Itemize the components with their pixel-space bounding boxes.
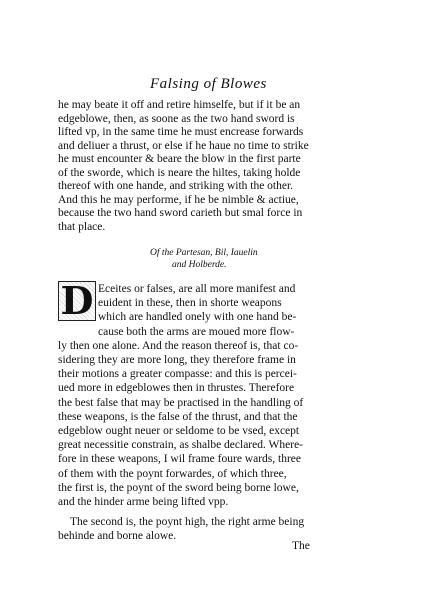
text-line: the best false that may be practised in the handling of [58,396,304,409]
text-line: and deliuer a thrust, or else if he haue no time to strike [58,139,309,152]
text-line: the first is, the poynt of the sword being borne lowe, [58,481,299,494]
paragraph-1 [58,99,320,234]
text-line: their motions a greater compasse: and this is percei- [58,368,297,381]
text-line: that place. [58,220,106,233]
text-line: edgeblow ought neuer or seldome to be vsed, except [58,425,300,438]
paragraph-2 [58,278,322,509]
catchword: The [292,540,310,552]
text-line: ued more in edgeblowes then in thrustes. Therefore [58,382,295,395]
text-line: because the two hand sword carieth but smal force in [58,207,303,219]
text-line: behinde and borne alowe. [58,530,177,542]
text-line: lifted vp, in the same time he must encrease forwards [58,126,304,138]
text-line: he must encounter & beare the blow in the first parte [58,153,301,165]
text-line: he may beate it off and retire himselfe, but if it be an [58,99,301,111]
section-title-line: and Holberde. [172,259,227,270]
dropcap-letter: D [60,278,94,323]
text-line: The second is, the poynt high, the right arme being [70,516,305,528]
text-line: sidering they are more long, they therefore frame in [58,354,296,367]
paragraph-3 [58,515,310,543]
text-line: these weapons, is the false of the thrust, and that the [58,410,298,423]
text-line: of them with the poynt forwardes, of which three, [58,467,287,480]
text-line: and the hinder arme being lifted vpp. [58,496,229,509]
section-title-line: Of the Partesan, Bil, Iauelin [150,248,258,258]
text-line: And this he may performe, if he be nimble & actiue, [58,193,299,206]
running-head: Falsing of Blowes [150,76,267,92]
text-line: cause both the arms are moued more flow- [98,325,295,338]
text-line: thereof with one hande, and striking with the other. [58,180,294,192]
text-line: euident in these, then in shorte weapons [98,297,282,310]
text-line: great necessitie constrain, as shalbe declared. Where- [58,439,304,452]
text-line: of the sworde, which is neare the hiltes, taking holde [58,166,301,179]
section-title [150,248,310,271]
text-line: which are handled onely with one hand be- [98,311,297,324]
text-line: fore in these weapons, I wil frame foure wards, three [58,453,301,466]
text-line: ly then one alone. And the reason thereof is, that co- [58,339,299,352]
text-line: edgeblowe, then, as soone as the two hand sword is [58,112,295,125]
text-line: Eceites or falses, are all more manifest and [98,283,296,295]
